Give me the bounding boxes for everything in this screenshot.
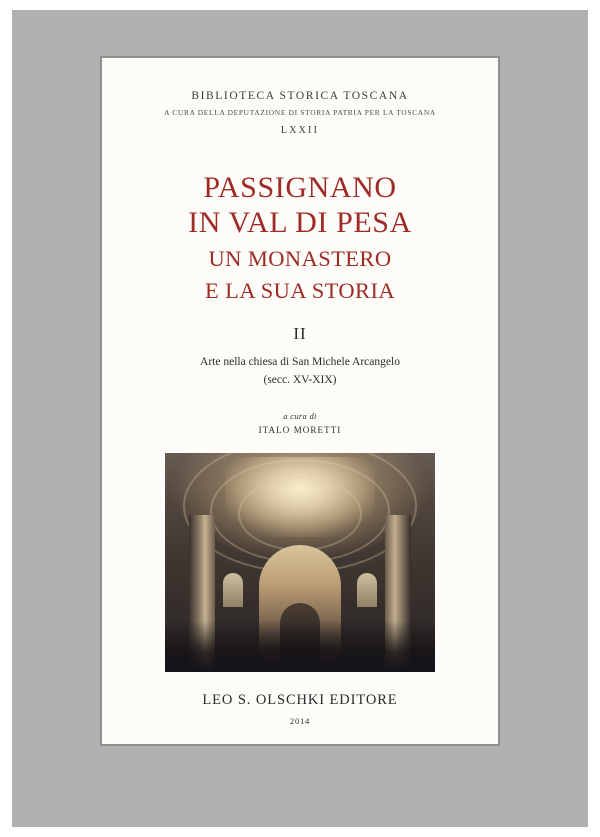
editor-block [259,411,342,435]
subtitle-block [200,354,400,388]
series-curator: A CURA DELLA DEPUTAZIONE DI STORIA PATRIA PER LA TOSCANA [164,107,436,117]
subtitle-line-1: Arte nella chiesa di San Michele Arcangelo [200,356,400,369]
title-block [132,170,468,305]
publication-year: 2014 [289,716,311,726]
series-name: BIBLIOTECA STORICA TOSCANA [191,90,409,102]
publisher-name: LEO S. OLSCHKI EDITORE [202,692,398,708]
subtitle-line-2: (secc. XV-XIX) [263,374,337,387]
nave-floor [165,620,435,672]
series-block [132,90,468,136]
side-window-right [357,573,377,607]
vault-arch-inner [238,477,362,551]
title-line-4: E LA SUA STORIA [205,278,395,304]
volume-number: II [293,324,307,344]
photo-image [165,453,435,672]
title-line-3: UN MONASTERO [208,246,392,272]
cover-photograph [165,453,435,672]
book-cover [102,58,498,744]
series-number: LXXII [280,124,320,136]
title-line-1: PASSIGNANO [203,170,397,204]
side-window-left [223,573,243,607]
title-line-2: IN VAL DI PESA [188,206,412,240]
editor-label: a cura di [283,410,317,421]
editor-name: ITALO MORETTI [258,424,342,435]
